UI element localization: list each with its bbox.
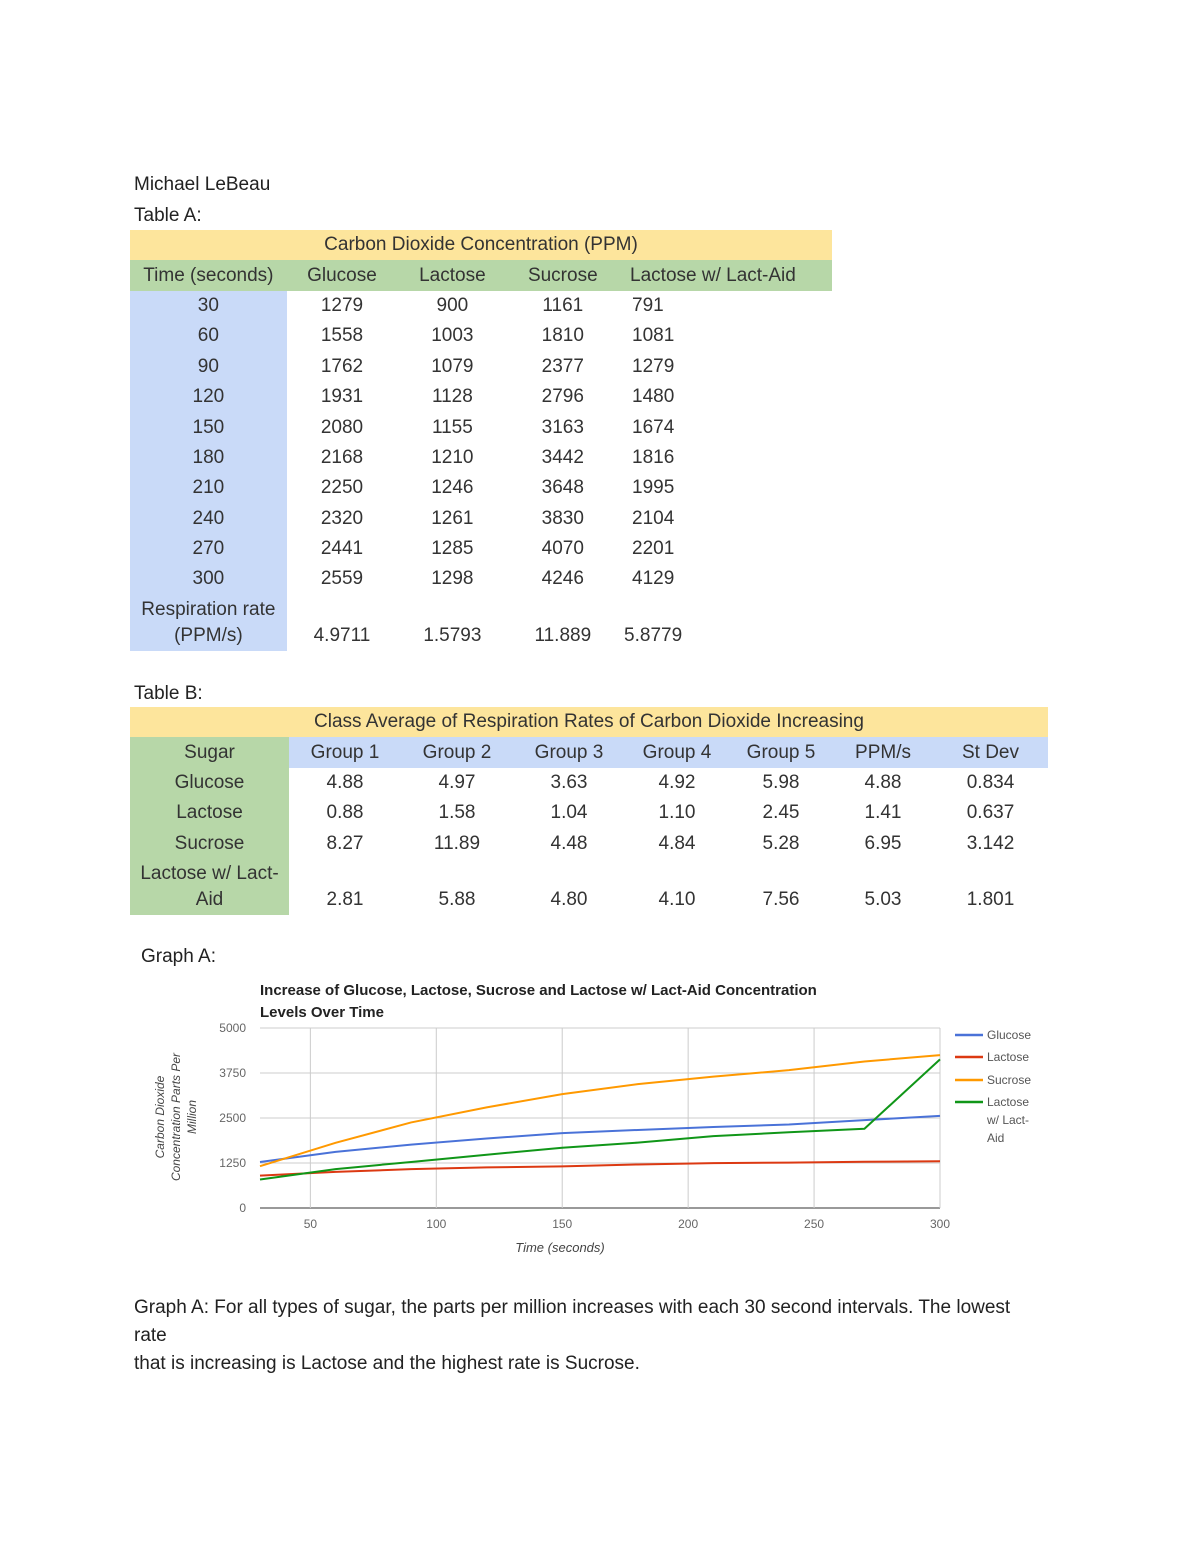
table-b-cell: 5.98 — [762, 771, 800, 793]
table-a-cell: 1285 — [431, 538, 474, 560]
table-b-header-ppms: PPM/s — [833, 737, 933, 767]
table-a-cell: 2201 — [632, 538, 675, 560]
table-a-cell: 2441 — [320, 538, 364, 560]
legend-label: Lactose — [987, 1095, 1030, 1109]
table-b-title: Class Average of Respiration Rates of Carbon Dioxide Increasing — [130, 707, 1048, 737]
table-a-cell: 1155 — [431, 416, 473, 438]
table-a-cell: 3442 — [541, 446, 584, 468]
y-tick-label: 5000 — [219, 1021, 246, 1035]
x-tick-label: 250 — [804, 1217, 825, 1231]
table-b-header-group1: Group 1 — [289, 737, 401, 767]
table-b-cell: 8.27 — [326, 832, 364, 854]
table-a-rate-glucose: 4.9711 — [313, 624, 371, 646]
table-a-cell: 1995 — [632, 477, 675, 499]
table-b-cell: 6.95 — [864, 832, 902, 854]
table-a-cell: 1246 — [431, 477, 474, 499]
paragraph-line1: Graph A: For all types of sugar, the parts per million increases with each 30 second intervals. The lowest — [134, 1297, 1011, 1318]
graph-a-label: Graph A: — [141, 946, 216, 967]
table-a-cell: 1480 — [632, 386, 675, 408]
table-a-time-cell: 120 — [130, 382, 287, 412]
table-a-time-cell: 30 — [130, 291, 287, 321]
table-a-rate-lactose: 1.5793 — [423, 624, 482, 646]
table-b-cell: 4.88 — [864, 771, 902, 793]
table-a-cell: 1279 — [632, 355, 675, 377]
table-a-cell: 3648 — [541, 477, 584, 499]
table-b-cell: 5.28 — [762, 832, 800, 854]
table-a-cell: 1210 — [431, 446, 474, 468]
table-a-time-cell: 150 — [130, 412, 287, 442]
chart-series — [260, 1055, 940, 1179]
table-a-cell: 2080 — [320, 416, 364, 438]
rate-label-line1: Respiration rate — [141, 598, 276, 620]
table-a-row — [130, 321, 832, 351]
table-a-row — [130, 504, 832, 534]
table-b-header-sugar: Sugar — [130, 737, 289, 767]
table-a-cell: 1816 — [632, 446, 675, 468]
table-a-row — [130, 534, 832, 564]
y-tick-label: 1250 — [219, 1156, 246, 1170]
table-a-cell: 4129 — [632, 568, 675, 590]
table-b-lactaid-row — [130, 859, 1048, 915]
legend-label: Aid — [987, 1131, 1005, 1145]
table-a-cell: 1161 — [542, 294, 584, 316]
table-a-time-cell: 90 — [130, 352, 287, 382]
chart-legend — [955, 1028, 1031, 1145]
table-a-cell: 2559 — [320, 568, 364, 590]
table-b-cell: 1.801 — [966, 888, 1015, 910]
table-b-header-stdev: St Dev — [933, 737, 1048, 767]
table-a-cell: 2377 — [541, 355, 584, 377]
table-b-cell: 1.41 — [864, 802, 902, 824]
x-tick-label: 100 — [426, 1217, 447, 1231]
table-a-cell: 1558 — [320, 325, 364, 347]
graph-a-chart — [140, 975, 1060, 1265]
table-b-cell: 5.88 — [438, 888, 476, 910]
table-b-cell: 4.92 — [658, 771, 696, 793]
table-b-sugar-cell: Glucose — [130, 768, 289, 798]
table-a-rate-row — [130, 595, 832, 651]
table-b-cell: 7.56 — [762, 888, 800, 910]
lactaid-label-line1: Lactose w/ Lact- — [140, 862, 279, 884]
table-a-cell: 2320 — [320, 507, 364, 529]
table-a-cell: 3163 — [541, 416, 584, 438]
table-b-cell: 4.97 — [438, 771, 476, 793]
table-a-cell: 1810 — [541, 325, 584, 347]
table-b-header-group2: Group 2 — [401, 737, 513, 767]
table-b-cell: 11.89 — [433, 832, 481, 854]
table-b-lactaid-label — [130, 859, 289, 915]
chart-y-ticks — [219, 1021, 246, 1215]
table-b-cell: 5.03 — [864, 888, 902, 910]
table-b-sugar-cell: Lactose — [130, 798, 289, 828]
legend-label: Glucose — [987, 1028, 1032, 1042]
table-a-header-row — [130, 260, 832, 290]
table-a-cell: 1081 — [632, 325, 675, 347]
table-b-cell: 4.88 — [326, 771, 364, 793]
table-b-label: Table B: — [134, 683, 203, 704]
table-a-rate-lactaid: 5.8779 — [624, 624, 683, 646]
paragraph-line2: rate — [134, 1325, 167, 1346]
table-b-row — [130, 829, 1048, 859]
table-b-header-group3: Group 3 — [513, 737, 625, 767]
table-b-cell: 2.81 — [326, 888, 364, 910]
analysis-paragraph — [134, 1294, 1054, 1378]
table-b-sugar-cell: Sucrose — [130, 829, 289, 859]
table-b-cell: 4.48 — [550, 832, 588, 854]
table-b-cell: 2.45 — [762, 802, 800, 824]
table-b-header-group4: Group 4 — [625, 737, 729, 767]
table-b-cell: 4.80 — [550, 888, 588, 910]
table-a-cell: 900 — [436, 294, 469, 316]
table-a-time-cell: 180 — [130, 443, 287, 473]
table-a-cell: 2104 — [632, 507, 675, 529]
table-b-header-group5: Group 5 — [729, 737, 833, 767]
table-b-cell: 3.63 — [550, 771, 588, 793]
table-a-cell: 1079 — [431, 355, 474, 377]
rate-label-line2: (PPM/s) — [174, 624, 243, 646]
table-b-cell: 1.58 — [438, 802, 476, 824]
table-a-time-cell: 270 — [130, 534, 287, 564]
y-tick-label: 0 — [239, 1201, 246, 1215]
table-a-row — [130, 564, 832, 594]
table-a-rate-label — [130, 595, 287, 651]
table-a-row — [130, 473, 832, 503]
lactaid-label-line2: Aid — [195, 888, 224, 910]
table-b-row — [130, 768, 1048, 798]
table-a-rate-sucrose: 11.889 — [534, 624, 592, 646]
table-a-cell: 1261 — [431, 507, 474, 529]
x-tick-label: 150 — [552, 1217, 573, 1231]
table-a-row — [130, 291, 832, 321]
table-a-cell: 1003 — [431, 325, 474, 347]
table-a — [130, 230, 832, 651]
y-label-line2: Concentration Parts Per — [169, 1052, 183, 1182]
table-a-cell: 2796 — [541, 386, 584, 408]
table-a-row — [130, 352, 832, 382]
table-b-cell: 0.834 — [966, 771, 1015, 793]
table-a-cell: 2250 — [320, 477, 364, 499]
table-b-cell: 0.637 — [966, 802, 1015, 824]
table-a-cell: 4246 — [541, 568, 584, 590]
table-b-cell: 3.142 — [966, 832, 1015, 854]
y-tick-label: 3750 — [219, 1066, 246, 1080]
chart-title-line1: Increase of Glucose, Lactose, Sucrose and Lactose w/ Lact-Aid Concentration — [260, 982, 817, 999]
table-a-header-lactaid: Lactose w/ Lact-Aid — [630, 264, 796, 286]
table-a-time-cell: 210 — [130, 473, 287, 503]
table-a-time-cell: 300 — [130, 564, 287, 594]
table-a-header-glucose: Glucose — [307, 264, 377, 286]
table-a-label: Table A: — [134, 205, 202, 226]
chart-title-line2: Levels Over Time — [260, 1004, 384, 1021]
table-b-cell: 4.84 — [658, 832, 696, 854]
table-a-cell: 1931 — [320, 386, 364, 408]
table-a-cell: 1279 — [320, 294, 364, 316]
table-a-cell: 1298 — [431, 568, 474, 590]
table-b-cell: 4.10 — [658, 888, 696, 910]
chart-gridlines — [260, 1028, 940, 1208]
chart-x-ticks — [304, 1217, 951, 1231]
table-a-header-lactose: Lactose — [419, 264, 486, 286]
y-tick-label: 2500 — [219, 1111, 246, 1125]
table-b-cell: 1.10 — [658, 802, 696, 824]
table-a-header-sucrose: Sucrose — [527, 264, 598, 286]
table-a-cell: 1762 — [320, 355, 364, 377]
table-b-header-row — [130, 737, 1048, 767]
x-tick-label: 300 — [929, 1217, 951, 1231]
chart-y-axis-label — [153, 1052, 199, 1181]
table-a-header-time: Time (seconds) — [143, 264, 274, 286]
table-a-time-cell: 60 — [130, 321, 287, 351]
table-b-cell: 0.88 — [326, 802, 364, 824]
legend-label: w/ Lact- — [987, 1113, 1030, 1127]
table-b-cell: 1.04 — [550, 802, 588, 824]
table-a-row — [130, 443, 832, 473]
table-a-cell: 2168 — [320, 446, 364, 468]
table-a-row — [130, 382, 832, 412]
table-b-row — [130, 798, 1048, 828]
chart-x-axis-label: Time (seconds) — [515, 1240, 605, 1255]
y-label-line3: Million — [185, 1099, 199, 1135]
legend-label: Lactose — [987, 1050, 1030, 1064]
table-a-title: Carbon Dioxide Concentration (PPM) — [130, 230, 832, 260]
table-a-row — [130, 412, 832, 442]
table-a-cell: 3830 — [541, 507, 584, 529]
legend-label: Sucrose — [987, 1073, 1032, 1087]
table-a-cell: 4070 — [541, 538, 584, 560]
table-a-time-cell: 240 — [130, 504, 287, 534]
table-b — [130, 707, 1048, 915]
table-a-cell: 1128 — [431, 386, 473, 408]
paragraph-line3: that is increasing is Lactose and the highest rate is Sucrose. — [134, 1353, 640, 1374]
table-a-cell: 791 — [632, 294, 664, 316]
table-a-cell: 1674 — [632, 416, 675, 438]
x-tick-label: 50 — [303, 1217, 318, 1231]
series-line-glucose — [260, 1116, 940, 1162]
x-tick-label: 200 — [678, 1217, 699, 1231]
y-label-line1: Carbon Dioxide — [153, 1075, 167, 1159]
author-name: Michael LeBeau — [134, 174, 271, 195]
